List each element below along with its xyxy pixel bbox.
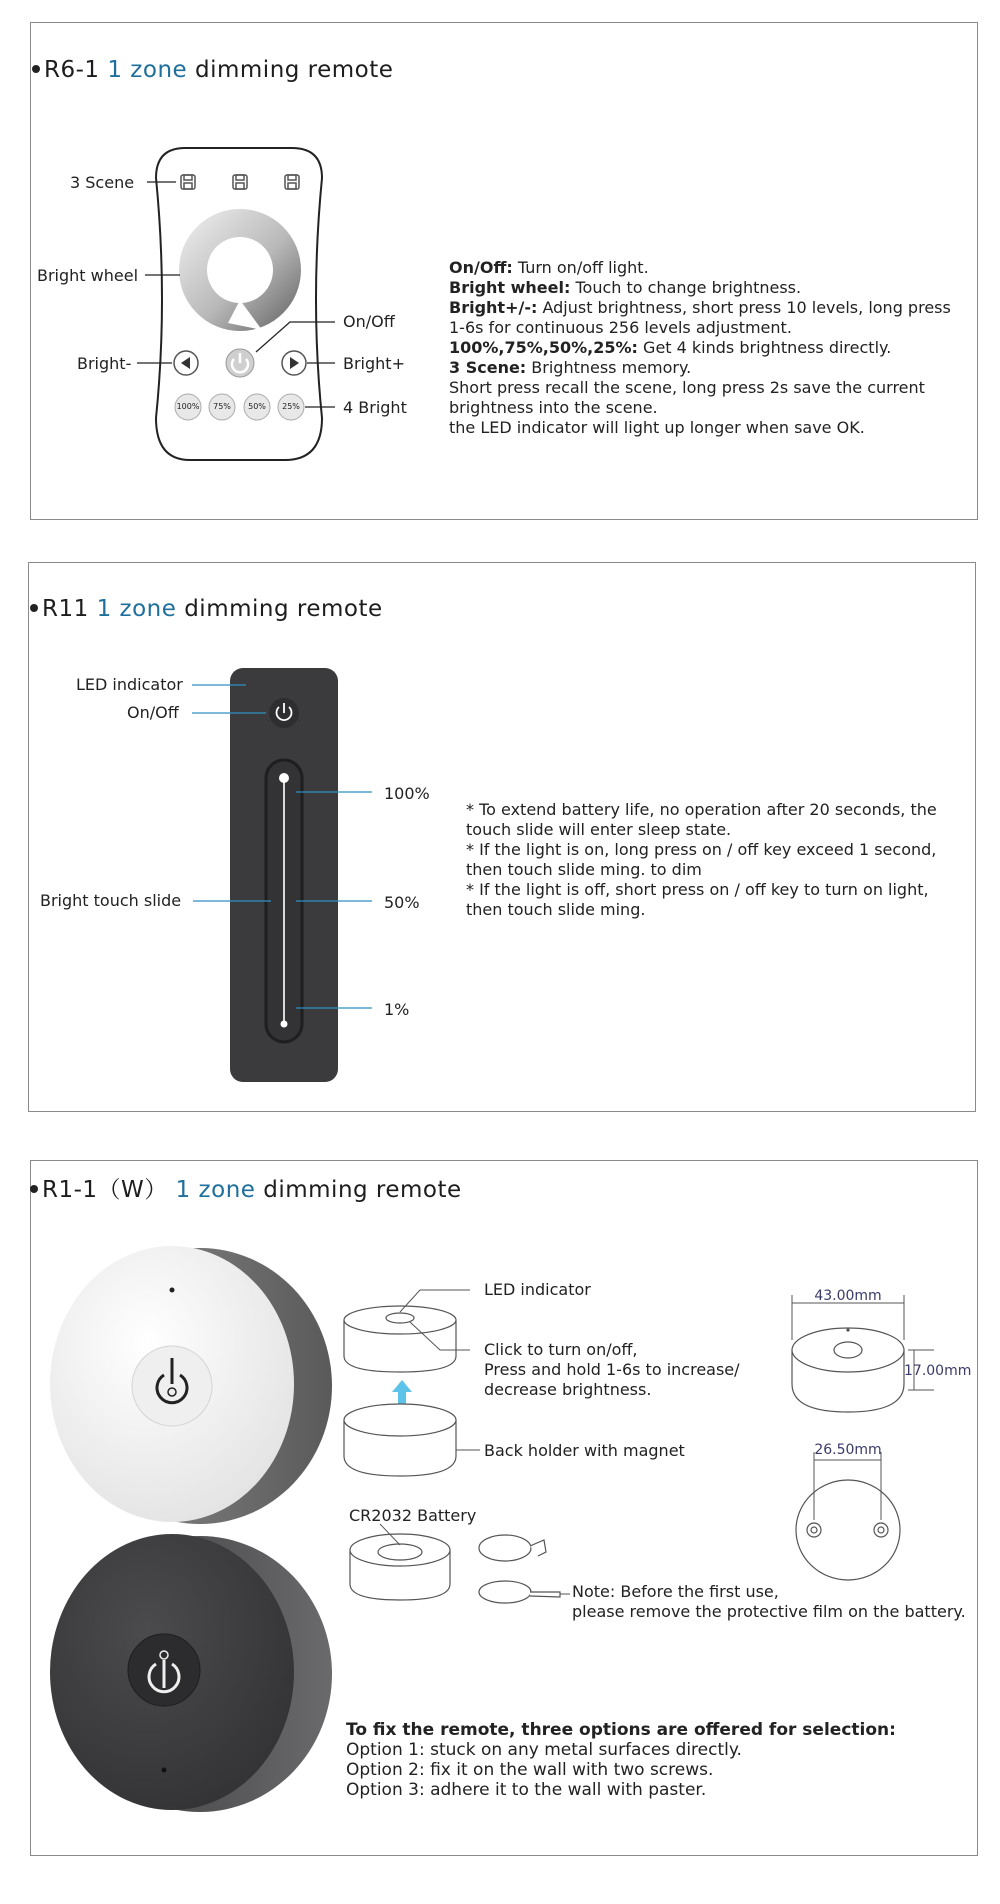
bright-percent-label: 75% [213,402,231,411]
label-led-indicator: LED indicator [76,675,183,694]
label-1-percent: 1% [384,1000,410,1019]
back-holder [344,1404,456,1476]
label-battery-note: Note: Before the first use, please remove the protective film on the battery. [572,1582,966,1621]
label-on-off: On/Off [127,703,179,722]
dimension-top-view [792,1328,904,1412]
label-bright-minus: Bright- [77,354,132,373]
label-on-off: On/Off [343,312,395,331]
black-puck-remote [50,1534,332,1812]
label-50-percent: 50% [384,893,420,912]
dim-height-text: 17.00mm [904,1363,972,1379]
r11-notes: * To extend battery life, no operation after 20 seconds, the touch slide will enter sleep state. * If the light is on, long press on / off key exceed 1 second, then touch slide ming. to dim * If the light is off, short press on / off key to turn on light, then touch slide ming. [466,800,937,919]
top-cap [344,1306,456,1372]
label-led-indicator: LED indicator [484,1280,591,1299]
dim-holes-text: 26.50mm [814,1442,882,1458]
battery-holder [350,1534,450,1600]
label-back-holder: Back holder with magnet [484,1441,685,1460]
label-4-bright: 4 Bright [343,398,407,417]
label-bright-plus: Bright+ [343,354,405,373]
label-3-scene: 3 Scene [70,173,135,192]
section-r6-1-title: R6-1 1 zone dimming remote [32,57,393,83]
section-r11-title: R11 1 zone dimming remote [30,596,383,622]
label-bright-wheel: Bright wheel [37,266,139,285]
dimension-bottom-view [796,1480,900,1580]
section-r1-1w-title: R1-1（W） 1 zone dimming remote [30,1171,462,1204]
label-bright-touch-slide: Bright touch slide [40,891,182,910]
bright-percent-label: 25% [282,402,300,411]
battery-coin [479,1535,546,1561]
dim-width-text: 43.00mm [814,1288,882,1304]
bright-percent-label: 50% [248,402,266,411]
protective-film [479,1581,560,1603]
bright-percent-label: 100% [176,402,200,411]
label-cr2032-battery: CR2032 Battery [349,1506,477,1525]
label-100-percent: 100% [384,784,430,803]
fixing-options: To fix the remote, three options are offered for selection: Option 1: stuck on any metal surfaces directly. Option 2: fix it on the wall with two screws. Option 3: adhere it to the wall with paster. [346,1720,896,1800]
white-puck-remote [50,1246,332,1524]
label-click-description: Click to turn on/off, Press and hold 1-6s to increase/ decrease brightness. [484,1340,740,1399]
r6-1-description: On/Off: Turn on/off light. Bright wheel: Touch to change brightness. Bright+/-: Adjust brightness, short press 10 levels, long press 1-6s for continuous 256 levels adjustment. 100%,75%,50%,25%: Get 4 kinds brightness directly. 3 Scene: Brightness memory. Short press recall the scene, long press 2s save the current brightness into the scene. the LED indicator will light up longer when save OK. [449,258,951,437]
